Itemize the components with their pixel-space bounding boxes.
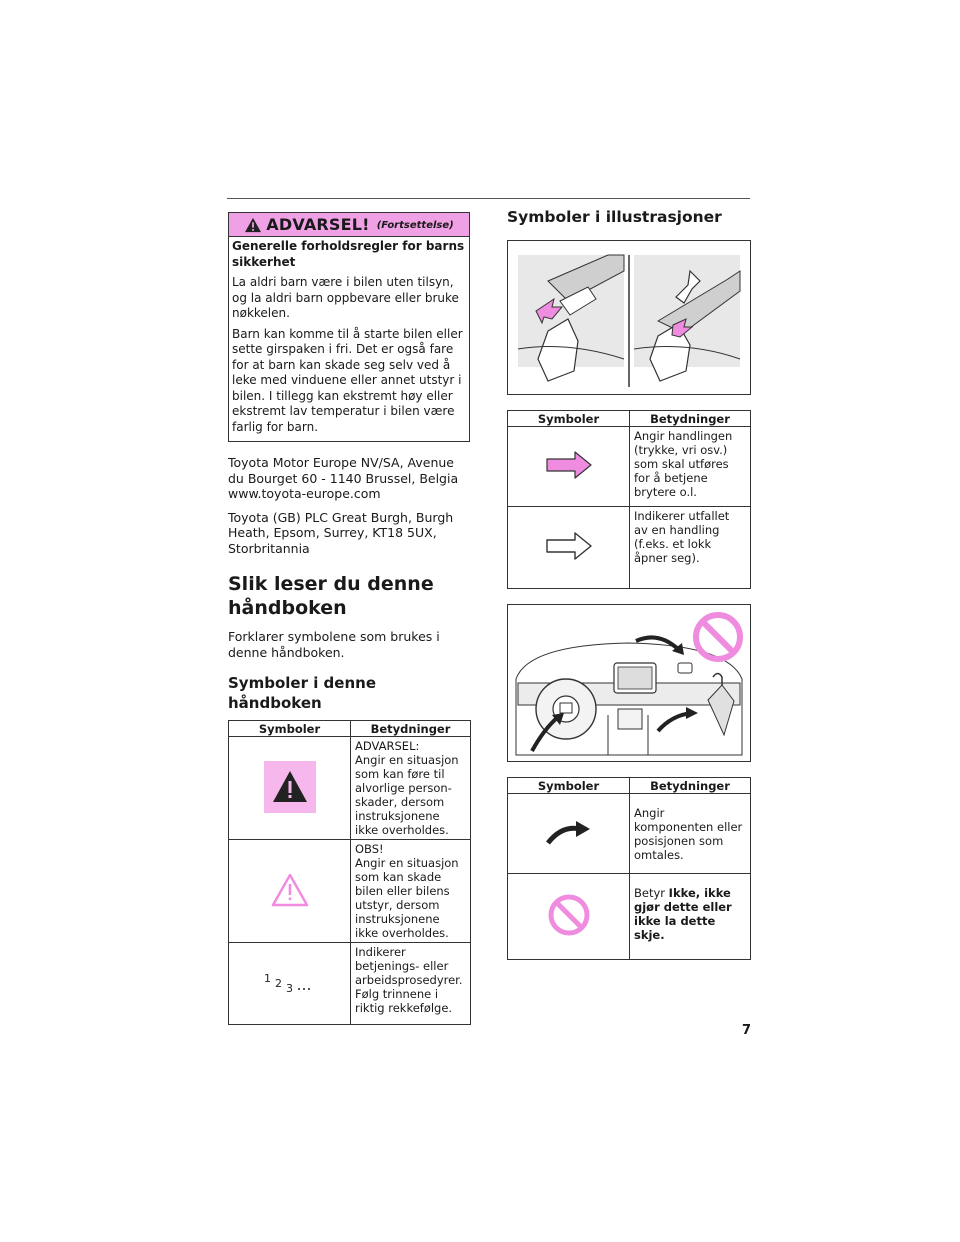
section-intro: Forklarer symbolene som brukes i denne håndboken. (228, 629, 440, 660)
table-row (229, 737, 471, 840)
warning-filled-icon (264, 761, 316, 813)
table-row (508, 874, 751, 960)
table-row (508, 507, 751, 589)
manual-symbols-table (228, 720, 471, 1025)
pink-arrow-icon (545, 450, 593, 480)
meaning-text: ADVARSEL: Angir en situasjon som kan føre til alvorlige person-skader, dersom instruksjonene ikke overholdes. (351, 737, 471, 840)
svg-text:1: 1 (263, 972, 271, 985)
illustration-symbols-table-2 (507, 777, 751, 960)
meaning-text: OBS! Angir en situasjon som kan skade bilen eller bilens utstyr, dersom instruksjonene ikke overholdes. (351, 840, 471, 943)
table-row (508, 427, 751, 507)
dashboard-illustration (507, 604, 751, 762)
seatbelt-illustration (507, 240, 751, 395)
table-row (229, 943, 471, 1025)
col-symbol-header: Symboler (229, 721, 351, 737)
steps-icon (260, 970, 320, 994)
table-row (508, 794, 751, 874)
meaning-bold: Ikke, ikke gjør dette eller ikke la dette skje. (634, 886, 732, 942)
meaning-text: Angir handlingen (trykke, vri osv.) som skal utføres for å betjene brytere o.l. (630, 427, 751, 507)
svg-text:2: 2 (274, 977, 282, 990)
col-symbol-header: Symboler (508, 411, 630, 427)
address-gb: Toyota (GB) PLC Great Burgh, Burgh Heath, Epsom, Surrey, KT18 5UX, Storbritannia (228, 509, 454, 556)
col-meaning-header: Betydninger (630, 778, 751, 794)
section-title: Slik leser du denne håndboken (228, 573, 434, 619)
address-tme: Toyota Motor Europe NV/SA, Avenue du Bourget 60 - 1140 Brussel, Belgia www.toyota-europe.com (228, 455, 459, 501)
page-number: 7 (742, 1023, 752, 1038)
illustration-symbols-title: Symboler i illustrasjoner (507, 208, 722, 226)
col-meaning-header: Betydninger (630, 411, 751, 427)
svg-text:3: 3 (285, 982, 293, 994)
warning-title: ADVARSEL! (266, 215, 370, 234)
meaning-text: Indikerer betjenings- eller arbeidsprosedyrer. Følg trinnene i riktig rekkefølge. (351, 943, 471, 1025)
meaning-text (630, 874, 751, 960)
table-row (229, 840, 471, 943)
warning-heading: Generelle forholdsregler for barns sikkerhet (232, 239, 465, 269)
warning-body (229, 237, 469, 441)
col-meaning-header: Betydninger (351, 721, 471, 737)
meaning-text: Indikerer utfallet av en handling (f.eks. et lokk åpner seg). (630, 507, 751, 589)
col-symbol-header: Symboler (508, 778, 630, 794)
prohibited-icon (546, 892, 592, 938)
illustration-symbols-table-1 (507, 410, 751, 589)
manual-symbols-title: Symboler i denne håndboken (228, 674, 376, 712)
warning-paragraph: Barn kan komme til å starte bilen eller sette girspaken i fri. Det er også fare for at barn kan skade seg selv ved å leke med vinduene eller annet utstyr i bilen. I tillegg kan ekstremt høy eller ekstremt lav temperatur i bilen være farlig for barn. (232, 326, 463, 434)
caution-outline-icon (270, 872, 310, 908)
warning-continued: (Fortsettelse) (376, 220, 454, 231)
meaning-prefix: Betyr (634, 886, 669, 900)
warning-icon (244, 217, 262, 233)
right-column (507, 207, 751, 960)
outline-arrow-icon (545, 531, 593, 561)
warning-paragraph: La aldri barn være i bilen uten tilsyn, og la aldri barn oppbevare eller bruke nøkkelen. (232, 275, 459, 320)
curved-arrow-icon (544, 817, 594, 847)
warning-header (229, 213, 469, 237)
addresses (228, 455, 471, 556)
meaning-text: Angir komponenten eller posisjonen som omtales. (630, 794, 751, 874)
left-column (228, 212, 471, 1025)
top-rule (227, 198, 750, 199)
warning-box (228, 212, 470, 442)
